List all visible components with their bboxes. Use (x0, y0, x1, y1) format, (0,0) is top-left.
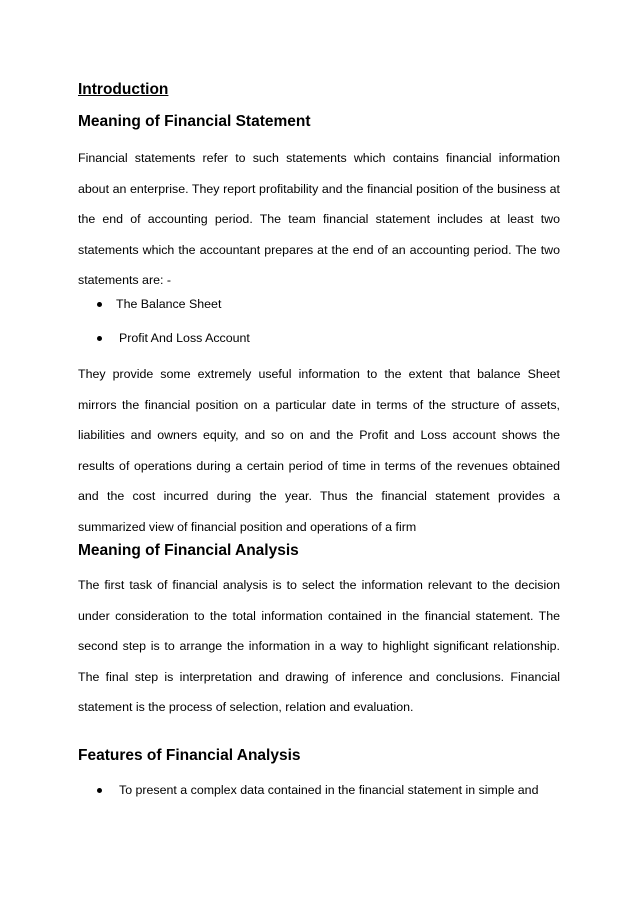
bullet-profit-loss (97, 323, 250, 354)
financial-statement-paragraph: Financial statements refer to such statements which contains financial information about an enterprise. They report profitability and the financial position of the business at the end of accounting period. The team financial statement includes at least two statements which the accountant prepares at the end of an accounting period. The two statements are: - (78, 151, 560, 288)
bullet-balance-sheet (97, 289, 221, 320)
bullet-icon (97, 788, 102, 793)
features-heading: Features of Financial Analysis (78, 747, 301, 764)
financial-analysis-paragraph: The first task of financial analysis is to select the information relevant to the decision under consideration to the total information contained in the financial statement. The second step is to arrange the information in a way to highlight significant relationship. The final step is interpretation and drawing of inference and conclusions. Financial statement is the process of selection, relation and evaluation. (78, 578, 560, 715)
bullet-text: The Balance Sheet (116, 297, 222, 311)
bullet-icon (97, 302, 102, 307)
introduction-heading: Introduction (78, 81, 169, 98)
bullet-text: Profit And Loss Account (119, 331, 250, 345)
bullet-icon (97, 336, 102, 341)
bullet-text: To present a complex data contained in the financial statement in simple and (119, 783, 539, 797)
financial-statement-details-paragraph: They provide some extremely useful information to the extent that balance Sheet mirrors the financial position on a particular date in terms of the structure of assets, liabilities and owners equity, and so on and the Profit and Loss account shows the results of operations during a certain period of time in terms of the revenues obtained and the cost incurred during the year. Thus the financial statement provides a summarized view of financial position and operations of a firm (78, 367, 560, 534)
financial-statement-heading: Meaning of Financial Statement (78, 113, 311, 130)
financial-analysis-heading: Meaning of Financial Analysis (78, 542, 299, 559)
bullet-features-1 (97, 775, 582, 806)
